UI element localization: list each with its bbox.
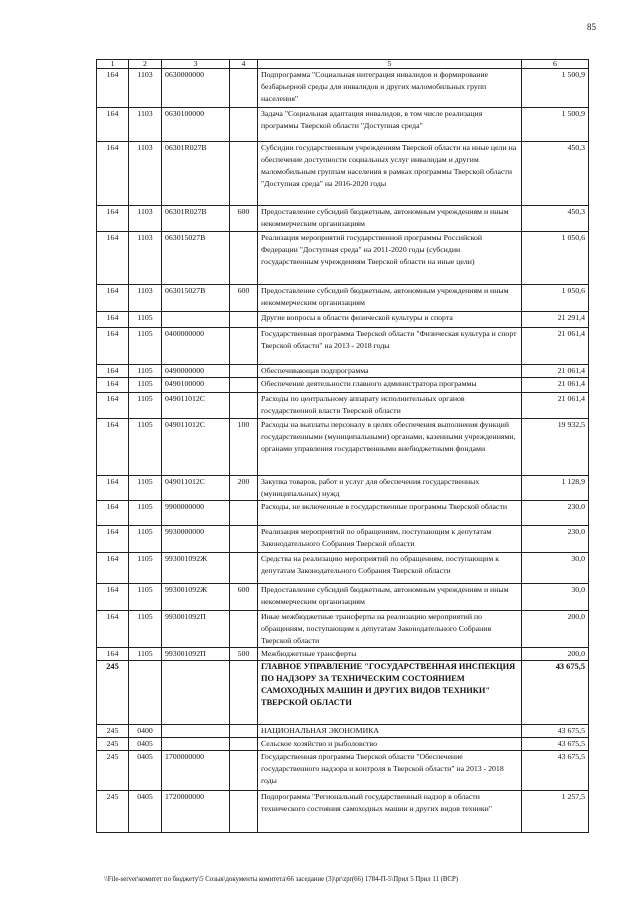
cell-c4 <box>230 751 258 791</box>
cell-c5: Задача "Социальная адаптация инвалидов, в том числе реализация программы Тверской области "Доступная среда" <box>258 108 522 142</box>
cell-c3 <box>162 312 230 328</box>
cell-c6: 21 061,4 <box>522 365 589 378</box>
cell-c2: 1105 <box>129 393 162 419</box>
cell-c6: 230,0 <box>522 526 589 553</box>
cell-c5: Подпрограмма "Социальная интеграция инвалидов и формирование безбарьерной среды для инвалидов и других маломобильных групп населения" <box>258 69 522 108</box>
table-row <box>97 584 589 611</box>
cell-c4 <box>230 661 258 725</box>
cell-c1: 245 <box>97 661 129 725</box>
table-row <box>97 142 589 206</box>
cell-c5: Подпрограмма "Региональный государственный надзор в области технического состояния самоходных машин и других видов техники" <box>258 791 522 833</box>
cell-c5: ГЛАВНОЕ УПРАВЛЕНИЕ "ГОСУДАРСТВЕННАЯ ИНСПЕКЦИЯ ПО НАДЗОРУ ЗА ТЕХНИЧЕСКИМ СОСТОЯНИЕМ САМОХОДНЫХ МАШИН И ДРУГИХ ВИДОВ ТЕХНИКИ" ТВЕРСКОЙ ОБЛАСТИ <box>258 661 522 725</box>
cell-c2: 0405 <box>129 738 162 751</box>
cell-c3 <box>162 725 230 738</box>
cell-c2: 0400 <box>129 725 162 738</box>
cell-c4 <box>230 108 258 142</box>
cell-c4 <box>230 553 258 584</box>
table-row <box>97 108 589 142</box>
cell-c3 <box>162 738 230 751</box>
cell-c3: 0630000000 <box>162 69 230 108</box>
cell-c5: Закупка товаров, работ и услуг для обеспечения государственных (муниципальных) нужд <box>258 476 522 501</box>
header-cell: 3 <box>162 60 230 69</box>
cell-c2: 0405 <box>129 751 162 791</box>
cell-c1: 164 <box>97 232 129 285</box>
cell-c6: 43 675,5 <box>522 738 589 751</box>
cell-c1: 164 <box>97 648 129 661</box>
header-cell: 5 <box>258 60 522 69</box>
cell-c6: 21 061,4 <box>522 378 589 393</box>
table-row <box>97 328 589 365</box>
cell-c3: 063015027В <box>162 232 230 285</box>
table-row <box>97 791 589 833</box>
cell-c6: 1 500,9 <box>522 69 589 108</box>
cell-c6: 1 050,6 <box>522 232 589 285</box>
cell-c6: 1 257,5 <box>522 791 589 833</box>
cell-c1: 164 <box>97 553 129 584</box>
cell-c4: 500 <box>230 648 258 661</box>
cell-c1: 164 <box>97 476 129 501</box>
cell-c6: 43 675,5 <box>522 725 589 738</box>
cell-c1: 164 <box>97 393 129 419</box>
cell-c3 <box>162 661 230 725</box>
cell-c3: 993001092П <box>162 648 230 661</box>
budget-table <box>96 59 589 833</box>
cell-c2: 1103 <box>129 206 162 232</box>
cell-c5: Обеспечивающая подпрограмма <box>258 365 522 378</box>
cell-c2: 1105 <box>129 365 162 378</box>
table-row <box>97 553 589 584</box>
cell-c6: 230,0 <box>522 501 589 526</box>
cell-c2: 1105 <box>129 501 162 526</box>
cell-c5: Иные межбюджетные трансферты на реализацию мероприятий по обращениям, поступающим к депутатам Законодательного Собрания Тверской области <box>258 611 522 648</box>
cell-c6: 450,3 <box>522 142 589 206</box>
cell-c3: 049011012С <box>162 393 230 419</box>
table-row <box>97 206 589 232</box>
cell-c4 <box>230 501 258 526</box>
table-row <box>97 725 589 738</box>
cell-c5: Предоставление субсидий бюджетным, автономным учреждениям и иным некоммерческим организациям <box>258 285 522 312</box>
cell-c5: Государственная программа Тверской области "Обеспечение государственного надзора и контроля в Тверской области" на 2013 - 2018 годы <box>258 751 522 791</box>
cell-c4 <box>230 378 258 393</box>
cell-c1: 164 <box>97 285 129 312</box>
cell-c6: 1 128,9 <box>522 476 589 501</box>
cell-c3: 1720000000 <box>162 791 230 833</box>
cell-c3: 993001092П <box>162 611 230 648</box>
cell-c4: 600 <box>230 285 258 312</box>
cell-c1: 164 <box>97 328 129 365</box>
cell-c4: 200 <box>230 476 258 501</box>
table-row <box>97 419 589 476</box>
cell-c5: Реализация мероприятий государственной программы Российской Федерации "Доступная среда" на 2011-2020 годы (субсидии государственным учреждениям Тверской области на иные цели) <box>258 232 522 285</box>
cell-c2: 1105 <box>129 312 162 328</box>
cell-c6: 30,0 <box>522 584 589 611</box>
cell-c2: 1103 <box>129 69 162 108</box>
cell-c3: 0400000000 <box>162 328 230 365</box>
table-row <box>97 378 589 393</box>
cell-c5: Сельское хозяйство и рыболовство <box>258 738 522 751</box>
cell-c6: 43 675,5 <box>522 661 589 725</box>
cell-c1: 164 <box>97 108 129 142</box>
header-row <box>97 60 589 69</box>
cell-c5: Предоставление субсидий бюджетным, автономным учреждениям и иным некоммерческим организациям <box>258 584 522 611</box>
cell-c3: 049011012С <box>162 476 230 501</box>
cell-c6: 30,0 <box>522 553 589 584</box>
file-path-footer: \\File-server\комитет по бюджету\5 Созыв\документы комитета\66 заседание (3)\pr\zpr(66) 1784-П-5\Прил 5 Прил 11 (ВСР) <box>104 876 459 883</box>
cell-c3: 0630100000 <box>162 108 230 142</box>
cell-c4: 600 <box>230 206 258 232</box>
cell-c6: 43 675,5 <box>522 751 589 791</box>
cell-c4 <box>230 232 258 285</box>
cell-c1: 164 <box>97 69 129 108</box>
cell-c2: 1105 <box>129 526 162 553</box>
cell-c5: Расходы, не включенные в государственные программы Тверской области <box>258 501 522 526</box>
table-row <box>97 393 589 419</box>
cell-c4 <box>230 365 258 378</box>
cell-c1: 245 <box>97 738 129 751</box>
table-row <box>97 661 589 725</box>
cell-c3: 9900000000 <box>162 501 230 526</box>
cell-c1: 245 <box>97 751 129 791</box>
cell-c4 <box>230 69 258 108</box>
cell-c1: 164 <box>97 584 129 611</box>
cell-c2: 1105 <box>129 419 162 476</box>
cell-c6: 19 932,5 <box>522 419 589 476</box>
cell-c3: 063015027В <box>162 285 230 312</box>
cell-c2: 1105 <box>129 328 162 365</box>
cell-c5: Предоставление субсидий бюджетным, автономным учреждениям и иным некоммерческим организациям <box>258 206 522 232</box>
table-row <box>97 476 589 501</box>
cell-c5: Субсидии государственным учреждениям Тверской области на иные цели на обеспечение доступности социальных услуг инвалидам и другим маломобильным группам населения в рамках программы Тверской области "Доступная среда" на 2016-2020 годы <box>258 142 522 206</box>
cell-c3: 0490000000 <box>162 365 230 378</box>
table-row <box>97 648 589 661</box>
cell-c1: 245 <box>97 791 129 833</box>
table-row <box>97 232 589 285</box>
cell-c2: 1105 <box>129 378 162 393</box>
cell-c1: 164 <box>97 312 129 328</box>
cell-c4: 600 <box>230 584 258 611</box>
cell-c1: 164 <box>97 365 129 378</box>
cell-c2: 1103 <box>129 142 162 206</box>
cell-c5: НАЦИОНАЛЬНАЯ ЭКОНОМИКА <box>258 725 522 738</box>
cell-c6: 21 061,4 <box>522 393 589 419</box>
cell-c1: 164 <box>97 419 129 476</box>
table-row <box>97 69 589 108</box>
cell-c1: 164 <box>97 611 129 648</box>
header-cell: 6 <box>522 60 589 69</box>
cell-c4 <box>230 328 258 365</box>
cell-c5: Государственная программа Тверской области "Физическая культура и спорт Тверской области" на 2013 - 2018 годы <box>258 328 522 365</box>
cell-c3: 06301R027В <box>162 206 230 232</box>
cell-c2: 1103 <box>129 232 162 285</box>
cell-c3: 06301R027В <box>162 142 230 206</box>
cell-c1: 164 <box>97 206 129 232</box>
cell-c2: 0405 <box>129 791 162 833</box>
header-cell: 1 <box>97 60 129 69</box>
cell-c1: 164 <box>97 378 129 393</box>
cell-c2: 1103 <box>129 108 162 142</box>
cell-c4 <box>230 725 258 738</box>
cell-c1: 164 <box>97 501 129 526</box>
cell-c6: 450,3 <box>522 206 589 232</box>
cell-c4 <box>230 791 258 833</box>
cell-c2 <box>129 661 162 725</box>
table-row <box>97 738 589 751</box>
table-row <box>97 501 589 526</box>
cell-c3: 1700000000 <box>162 751 230 791</box>
cell-c1: 245 <box>97 725 129 738</box>
cell-c5: Расходы по центральному аппарату исполнительных органов государственной власти Тверской области <box>258 393 522 419</box>
cell-c6: 1 500,9 <box>522 108 589 142</box>
cell-c2: 1105 <box>129 584 162 611</box>
cell-c6: 21 291,4 <box>522 312 589 328</box>
cell-c4: 100 <box>230 419 258 476</box>
cell-c4 <box>230 526 258 553</box>
cell-c2: 1105 <box>129 476 162 501</box>
table-row <box>97 526 589 553</box>
cell-c5: Средства на реализацию мероприятий по обращениям, поступающим к депутатам Законодательного Собрания Тверской области <box>258 553 522 584</box>
cell-c4 <box>230 611 258 648</box>
table-row <box>97 611 589 648</box>
cell-c4 <box>230 738 258 751</box>
cell-c3: 993001092Ж <box>162 584 230 611</box>
cell-c2: 1105 <box>129 553 162 584</box>
cell-c5: Межбюджетные трансферты <box>258 648 522 661</box>
cell-c2: 1105 <box>129 611 162 648</box>
header-cell: 2 <box>129 60 162 69</box>
table-row <box>97 285 589 312</box>
cell-c6: 21 061,4 <box>522 328 589 365</box>
table-row <box>97 365 589 378</box>
cell-c6: 200,0 <box>522 648 589 661</box>
table-row <box>97 312 589 328</box>
cell-c2: 1103 <box>129 285 162 312</box>
cell-c4 <box>230 142 258 206</box>
cell-c4 <box>230 312 258 328</box>
cell-c5: Расходы на выплаты персоналу в целях обеспечения выполнения функций государственными (муниципальными) органами, казенными учреждениями, органами управления государственными внебюджетными фондами <box>258 419 522 476</box>
cell-c5: Реализация мероприятий по обращениям, поступающим к депутатам Законодательного Собрания Тверской области <box>258 526 522 553</box>
cell-c2: 1105 <box>129 648 162 661</box>
page-number: 85 <box>587 22 596 32</box>
cell-c6: 200,0 <box>522 611 589 648</box>
cell-c3: 9930000000 <box>162 526 230 553</box>
cell-c3: 993001092Ж <box>162 553 230 584</box>
cell-c1: 164 <box>97 526 129 553</box>
cell-c5: Другие вопросы в области физической культуры и спорта <box>258 312 522 328</box>
cell-c6: 1 050,6 <box>522 285 589 312</box>
cell-c3: 0490100000 <box>162 378 230 393</box>
cell-c4 <box>230 393 258 419</box>
cell-c5: Обеспечение деятельности главного администратора программы <box>258 378 522 393</box>
cell-c1: 164 <box>97 142 129 206</box>
table-row <box>97 751 589 791</box>
header-cell: 4 <box>230 60 258 69</box>
cell-c3: 049011012С <box>162 419 230 476</box>
